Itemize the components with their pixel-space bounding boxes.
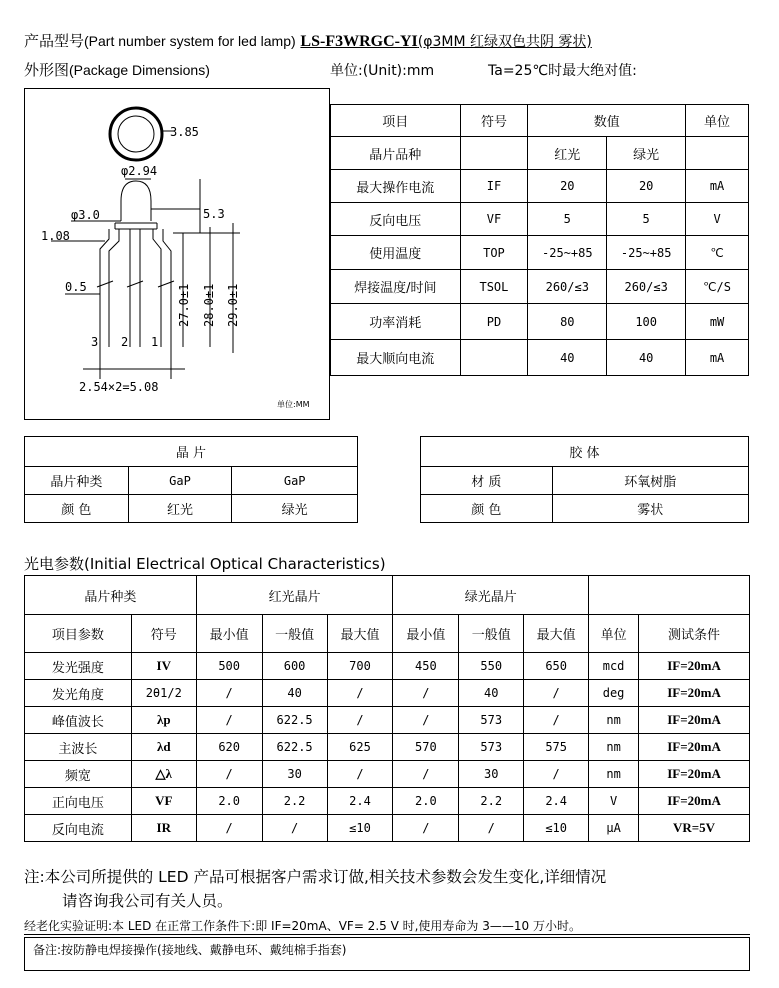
optical-cell: VR=5V xyxy=(639,815,750,842)
optical-cell: 600 xyxy=(262,653,327,680)
optical-cell: IF=20mA xyxy=(639,761,750,788)
aging-note: 经老化实验证明:本 LED 在正常工作条件下:即 IF=20mA、VF= 2.5 V 时,使用寿命为 3——10 万小时。 xyxy=(24,919,581,933)
abs-cell: VF xyxy=(460,203,528,236)
optical-cell: / xyxy=(393,680,459,707)
optical-cell: / xyxy=(524,761,589,788)
part-number: LS-F3WRGC-YI(φ3MM 红绿双色共阴 雾状) xyxy=(300,33,592,50)
dim-height-label: 5.3 xyxy=(203,207,225,221)
abs-sub-cell: 红光 xyxy=(528,137,607,170)
dim-top-label: 3.85 xyxy=(170,125,199,139)
optical-table xyxy=(24,575,750,842)
optical-cell: nm xyxy=(589,707,639,734)
optical-cell: 625 xyxy=(327,734,393,761)
abs-max-table xyxy=(330,104,749,376)
optical-cell: 500 xyxy=(196,653,262,680)
optical-h2-cell: 测试条件 xyxy=(639,615,750,653)
pin-2-label: 2 xyxy=(121,335,129,349)
optical-h2-cell: 一般值 xyxy=(262,615,327,653)
abs-cell: ℃/S xyxy=(686,270,749,304)
diagram-unit-label: 单位:MM xyxy=(277,400,310,409)
abs-cell: TSOL xyxy=(460,270,528,304)
optical-cell: V xyxy=(589,788,639,815)
optical-cell: IV xyxy=(131,653,196,680)
table-row xyxy=(25,653,750,680)
optical-cell: 30 xyxy=(459,761,524,788)
aging-divider xyxy=(24,934,750,935)
optical-cell: μA xyxy=(589,815,639,842)
note-line-2: 请咨询我公司有关人员。 xyxy=(62,892,233,910)
optical-h2-cell: 最大值 xyxy=(327,615,393,653)
optical-cell: 573 xyxy=(459,734,524,761)
table-row xyxy=(331,304,749,340)
ta-text: Ta=25℃时最大绝对值: xyxy=(488,63,637,79)
optical-h2-cell: 一般值 xyxy=(459,615,524,653)
optical-cell: / xyxy=(196,680,262,707)
optical-header-row-1 xyxy=(25,576,750,615)
pin-1-label: 1 xyxy=(151,335,159,349)
optical-cell: / xyxy=(524,707,589,734)
optical-cell: 2θ1/2 xyxy=(131,680,196,707)
abs-cell: mA xyxy=(686,170,749,203)
optical-header-row-2 xyxy=(25,615,750,653)
optical-h2-cell: 单位 xyxy=(589,615,639,653)
table-row xyxy=(331,340,749,376)
optical-cell: / xyxy=(327,761,393,788)
abs-cell: 20 xyxy=(607,170,686,203)
abs-cell: 使用温度 xyxy=(331,236,461,270)
table-row xyxy=(25,707,750,734)
abs-header-unit: 单位 xyxy=(686,105,749,137)
optical-h1-green: 绿光晶片 xyxy=(393,576,589,615)
abs-cell: PD xyxy=(460,304,528,340)
abs-cell: V xyxy=(686,203,749,236)
abs-sub-cell: 晶片品种 xyxy=(331,137,461,170)
optical-cell: IF=20mA xyxy=(639,788,750,815)
optical-cell: / xyxy=(393,815,459,842)
optical-cell: 650 xyxy=(524,653,589,680)
optical-h1-blank xyxy=(589,576,750,615)
abs-cell: IF xyxy=(460,170,528,203)
optical-cell: 2.0 xyxy=(196,788,262,815)
optical-cell: IF=20mA xyxy=(639,734,750,761)
chip-cell: GaP xyxy=(232,467,358,495)
optical-cell: 700 xyxy=(327,653,393,680)
optical-h2-cell: 项目参数 xyxy=(25,615,132,653)
optical-cell: / xyxy=(393,707,459,734)
optical-cell: IR xyxy=(131,815,196,842)
optical-cell: △λ xyxy=(131,761,196,788)
pn-label-en: (Part number system for led lamp) xyxy=(84,33,296,49)
optical-cell: 622.5 xyxy=(262,734,327,761)
abs-cell: 焊接温度/时间 xyxy=(331,270,461,304)
abs-header-item: 项目 xyxy=(331,105,461,137)
table-row xyxy=(331,236,749,270)
optical-cell: / xyxy=(196,761,262,788)
abs-sub-cell xyxy=(686,137,749,170)
optical-cell: / xyxy=(262,815,327,842)
package-diagram xyxy=(24,88,330,420)
abs-sub-cell xyxy=(460,137,528,170)
optical-cell: IF=20mA xyxy=(639,653,750,680)
led-outline-drawing xyxy=(25,89,329,419)
abs-cell: 100 xyxy=(607,304,686,340)
optical-cell: 30 xyxy=(262,761,327,788)
optical-cell: nm xyxy=(589,761,639,788)
table-row xyxy=(421,467,749,495)
abs-cell: ℃ xyxy=(686,236,749,270)
dim-len2-label: 28.0±1 xyxy=(202,283,216,327)
body-cell: 雾状 xyxy=(552,495,748,523)
table-row xyxy=(25,815,750,842)
abs-cell: 260/≤3 xyxy=(607,270,686,304)
optical-cell: / xyxy=(459,815,524,842)
chip-cell: 晶片种类 xyxy=(25,467,129,495)
optical-cell: 550 xyxy=(459,653,524,680)
pitch-label: 2.54×2=5.08 xyxy=(79,380,159,394)
dim-offset-label: 1.08 xyxy=(41,229,70,243)
optical-cell: ≤10 xyxy=(327,815,393,842)
optical-cell: 620 xyxy=(196,734,262,761)
optical-cell: / xyxy=(393,761,459,788)
abs-cell: 最大操作电流 xyxy=(331,170,461,203)
optical-cell: IF=20mA xyxy=(639,680,750,707)
table-row xyxy=(331,203,749,236)
optical-cell: 频宽 xyxy=(25,761,132,788)
abs-cell: 80 xyxy=(528,304,607,340)
abs-cell: 40 xyxy=(607,340,686,376)
abs-cell: 260/≤3 xyxy=(528,270,607,304)
table-row xyxy=(331,170,749,203)
unit-text: 单位:(Unit):mm xyxy=(330,63,435,79)
abs-header-row xyxy=(331,105,749,137)
part-number-line xyxy=(24,30,592,51)
optical-cell: 主波长 xyxy=(25,734,132,761)
optical-cell: 反向电流 xyxy=(25,815,132,842)
abs-cell: 20 xyxy=(528,170,607,203)
table-row xyxy=(25,680,750,707)
optical-h1-red: 红光晶片 xyxy=(196,576,393,615)
optical-cell: 发光角度 xyxy=(25,680,132,707)
abs-cell: mA xyxy=(686,340,749,376)
table-row xyxy=(25,761,750,788)
abs-cell: mW xyxy=(686,304,749,340)
dim-len1-label: 27.0±1 xyxy=(177,283,191,327)
optical-cell: 峰值波长 xyxy=(25,707,132,734)
optical-cell: VF xyxy=(131,788,196,815)
optical-cell: 570 xyxy=(393,734,459,761)
chip-cell: 颜 色 xyxy=(25,495,129,523)
abs-cell: TOP xyxy=(460,236,528,270)
chip-cell: GaP xyxy=(128,467,232,495)
optical-cell: 573 xyxy=(459,707,524,734)
body-title: 胶 体 xyxy=(421,437,749,467)
abs-cell: 最大顺向电流 xyxy=(331,340,461,376)
note-line-1: 注:本公司所提供的 LED 产品可根据客户需求订做,相关技术参数会发生变化,详细情况 xyxy=(24,868,607,886)
optical-h2-cell: 最小值 xyxy=(196,615,262,653)
table-row xyxy=(25,467,358,495)
body-cell: 环氧树脂 xyxy=(552,467,748,495)
optical-cell: / xyxy=(327,707,393,734)
optical-cell: IF=20mA xyxy=(639,707,750,734)
optical-cell: 40 xyxy=(262,680,327,707)
body-table xyxy=(420,436,749,523)
table-row xyxy=(421,495,749,523)
chip-title: 晶 片 xyxy=(25,437,358,467)
dim-lead-label: 0.5 xyxy=(65,280,87,294)
package-label: 外形图(Package Dimensions) xyxy=(24,61,210,79)
optical-h2-cell: 符号 xyxy=(131,615,196,653)
table-row xyxy=(25,788,750,815)
remark-box: 备注:按防静电焊接操作(接地线、戴静电环、戴纯棉手指套) xyxy=(24,937,750,971)
abs-cell: 功率消耗 xyxy=(331,304,461,340)
optical-cell: / xyxy=(524,680,589,707)
dim-len3-label: 29.0±1 xyxy=(226,283,240,327)
optical-cell: 40 xyxy=(459,680,524,707)
optical-cell: 2.4 xyxy=(327,788,393,815)
abs-cell: 40 xyxy=(528,340,607,376)
body-cell: 材 质 xyxy=(421,467,553,495)
chip-table xyxy=(24,436,358,523)
optical-cell: mcd xyxy=(589,653,639,680)
optical-cell: 2.0 xyxy=(393,788,459,815)
optical-cell: / xyxy=(196,815,262,842)
abs-cell: -25~+85 xyxy=(607,236,686,270)
optical-cell: 2.4 xyxy=(524,788,589,815)
abs-cell: 反向电压 xyxy=(331,203,461,236)
optical-cell: 575 xyxy=(524,734,589,761)
optical-cell: deg xyxy=(589,680,639,707)
abs-cell: 5 xyxy=(607,203,686,236)
chip-cell: 绿光 xyxy=(232,495,358,523)
optical-h2-cell: 最大值 xyxy=(524,615,589,653)
abs-sub-row xyxy=(331,137,749,170)
abs-header-symbol: 符号 xyxy=(460,105,528,137)
dim-lens-label: φ2.94 xyxy=(121,164,158,178)
abs-sub-cell: 绿光 xyxy=(607,137,686,170)
table-row xyxy=(25,734,750,761)
optical-cell: λp xyxy=(131,707,196,734)
pn-label-cn: 产品型号 xyxy=(24,32,85,50)
optical-cell: nm xyxy=(589,734,639,761)
optical-cell: 发光强度 xyxy=(25,653,132,680)
table-row xyxy=(331,270,749,304)
abs-cell: -25~+85 xyxy=(528,236,607,270)
optical-cell: 2.2 xyxy=(459,788,524,815)
dim-flange-label: φ3.0 xyxy=(71,208,100,222)
optical-h1-chip: 晶片种类 xyxy=(25,576,197,615)
optical-cell: 622.5 xyxy=(262,707,327,734)
optical-section-title: 光电参数(Initial Electrical Optical Characteristics) xyxy=(24,555,386,573)
abs-header-value: 数值 xyxy=(528,105,686,137)
chip-cell: 红光 xyxy=(128,495,232,523)
pin-3-label: 3 xyxy=(91,335,99,349)
optical-cell: / xyxy=(196,707,262,734)
body-cell: 颜 色 xyxy=(421,495,553,523)
optical-cell: 正向电压 xyxy=(25,788,132,815)
abs-cell xyxy=(460,340,528,376)
optical-h2-cell: 最小值 xyxy=(393,615,459,653)
optical-cell: λd xyxy=(131,734,196,761)
optical-cell: / xyxy=(327,680,393,707)
optical-cell: 450 xyxy=(393,653,459,680)
table-row xyxy=(25,495,358,523)
abs-cell: 5 xyxy=(528,203,607,236)
optical-cell: 2.2 xyxy=(262,788,327,815)
optical-cell: ≤10 xyxy=(524,815,589,842)
